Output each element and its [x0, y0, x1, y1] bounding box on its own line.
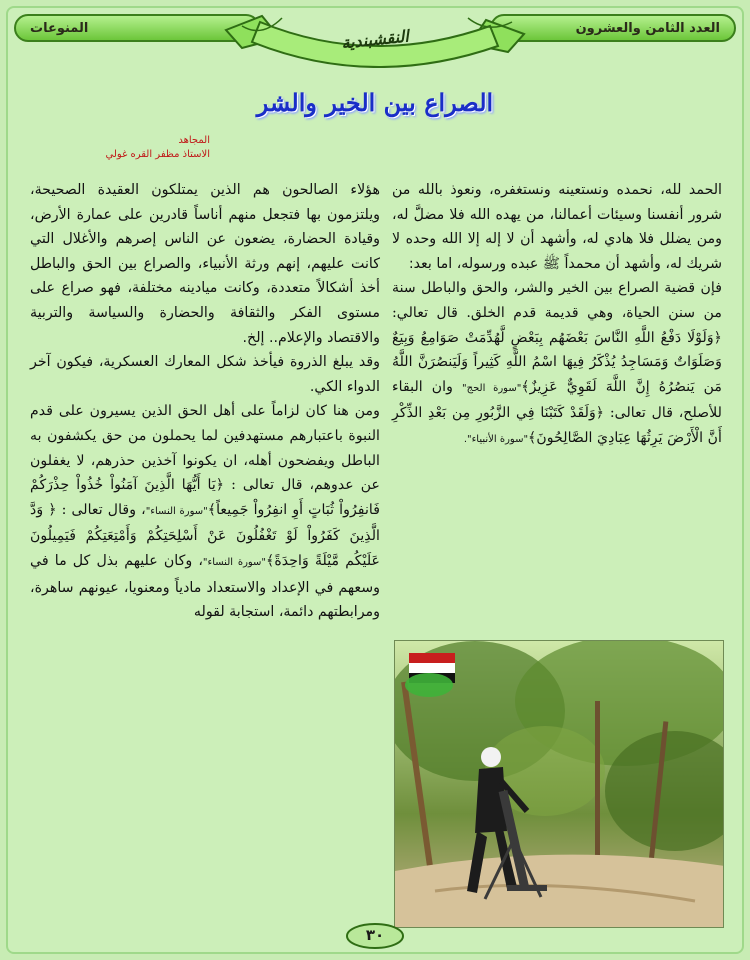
issue-label: العدد الثامن والعشرون — [575, 20, 720, 36]
quran-verse: وان البقاء للأصلح، قال تعالى: ﴿وَلَقَدْ كَتَبْنَا فِي الزَّبُورِ مِن بَعْدِ الذِّكْرِ أَنَّ الْأَرْضَ يَرِثُهَا عِبَادِيَ الصَّالِحُونَ﴾ — [392, 378, 722, 446]
paragraph: الحمد لله، نحمده ونستعينه ونستغفره، ونعوذ بالله من شرور أنفسنا وسيئات أعمالنا، من يهده الله فلا مضلَّ له، ومن يضلل فلا هادي له، وأشهد أن لا إله إلا الله وحده لا شريك له، وأشهد أن محمداً ﷺ عبده ورسوله، اما بعد: — [392, 182, 722, 272]
magazine-name: النقشبندية — [340, 26, 410, 53]
surah-reference: "سورة النساء" — [145, 505, 208, 517]
author-title: المجاهد — [178, 135, 210, 146]
page-number-wrap — [345, 922, 405, 950]
mortar-scene-image — [395, 641, 724, 928]
flag-logo-icon — [405, 653, 455, 697]
quran-verse: ومن هنا كان لزاماً على أهل الحق الذين يسيرون على قدم النبوة باعتبارهم مستهدفين لما يحملون من حق يكشفون به الباطل ويفضحون أهله، ان يكونوا آخذين حذرهم، لا يغفلون عن عدوهم، قال تعالى : ﴿يَا أَيُّهَا الَّذِينَ آمَنُواْ خُذُواْ حِذْرَكُمْ فَانفِرُواْ ثُبَاتٍ أَوِ انفِرُواْ جَمِيعاً﴾ — [30, 403, 380, 518]
paragraph: هؤلاء الصالحون هم الذين يمتلكون العقيدة الصحيحة، ويلتزمون بها فتجعل منهم أناساً قادرين على عمارة الأرض، وقيادة الحضارة، يضعون عن الناس إصرهم والأغلال التي كانت عليهم، إنهم ورثة الأنبياء، والصراع بين الحق والباطل أخذ أشكالاً متعددة، وكانت ميادينه مختلفة، فهو صراع على مستوى الفكر والثقافة والحضارة والسياسة والتربية والاقتصاد والإعلام.. إلخ. — [30, 182, 380, 346]
article-photo — [394, 640, 724, 928]
paragraph: وقد يبلغ الذروة فيأخذ شكل المعارك العسكرية، فيكون آخر الدواء الكي. — [30, 354, 380, 395]
paragraph-text: ، وكان عليهم بذل كل ما في وسعهم في الإعداد والاستعداد مادياً ومعنويا، عيونهم ساهرة، ومرابطتهم دائمة، استجابة لقوله — [30, 552, 380, 621]
section-label: المنوعات — [30, 20, 89, 36]
surah-reference: "سورة الحج" — [462, 382, 522, 394]
author-name: الاستاذ مظفر القره غولي — [105, 149, 210, 160]
article-title: الصراع بين الخير والشر — [256, 88, 494, 117]
page-number: ٣٠ — [365, 926, 385, 944]
paragraph — [30, 399, 380, 624]
paragraph — [392, 276, 722, 452]
surah-reference: "سورة الأنبياء". — [463, 433, 529, 445]
article-column-left — [30, 178, 380, 625]
article-column-right — [392, 178, 722, 453]
surah-reference: "سورة النساء" — [202, 556, 267, 568]
quran-verse: فإن قضية الصراع بين الخير والشر، والحق والباطل سنة من سنن الحياة، وهي قديمة قدم الخلق. قال تعالي: ﴿وَلَوْلَا دَفْعُ اللَّهِ النَّاسَ بَعْضَهُم بِبَعْضٍ لَّهُدِّمَتْ صَوَامِعُ وَبِيَعٌ وَصَلَوَاتٌ وَمَسَاجِدُ يُذْكَرُ فِيهَا اسْمُ اللَّهِ كَثِيراً وَلَيَنصُرَنَّ اللَّهُ مَن يَنصُرُهُ إِنَّ اللَّهَ لَقَوِيٌّ عَزِيزٌ﴾ — [392, 280, 722, 395]
quran-verse: ، وقال تعالى : ﴿ وَدَّ الَّذِينَ كَفَرُواْ لَوْ تَغْفُلُونَ عَنْ أَسْلِحَتِكُمْ وَأَمْتِعَتِكُمْ فَيَمِيلُونَ عَلَيْكُم مَّيْلَةً وَاحِدَةً﴾ — [30, 501, 380, 569]
author-block — [40, 134, 210, 162]
